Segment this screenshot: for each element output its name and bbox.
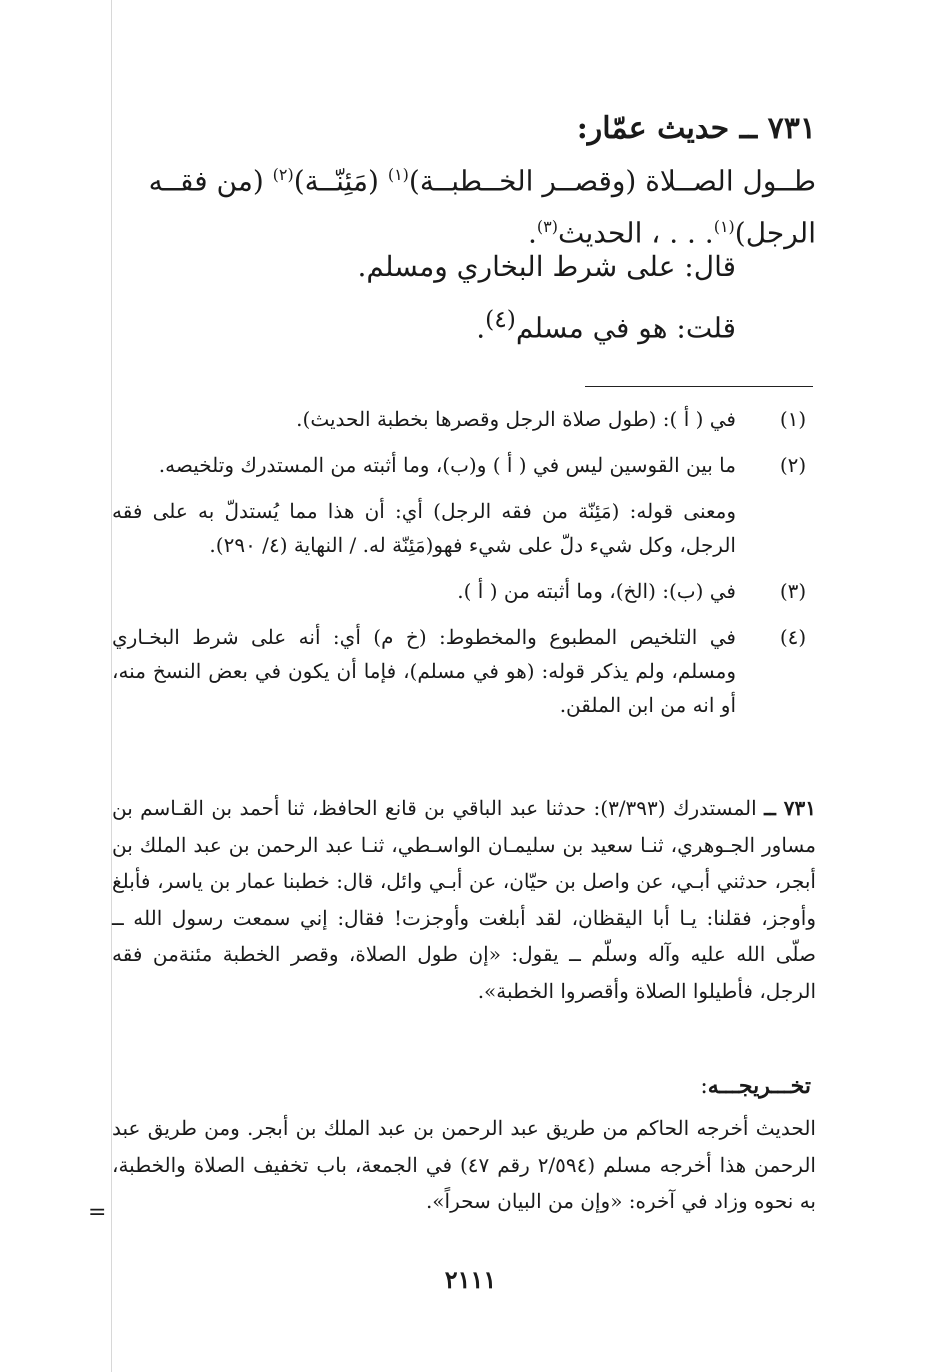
hadith-header <box>200 105 816 153</box>
footnote-text: في (ب): (الخ)، وما أثبته من ( أ ). <box>457 579 736 603</box>
source-block <box>112 790 816 1009</box>
footnote-text: ما بين القوسين ليس في ( أ ) و(ب)، وما أثبته من المستدرك وتلخيصه. <box>158 453 736 477</box>
takhrij-heading-colon: : <box>700 1074 708 1099</box>
hadith-text-segment: . . . ، الحديث <box>557 216 714 250</box>
footnote-text: في ( أ ): (طول صلاة الرجل وقصرها بخطبة الحديث). <box>296 407 736 431</box>
footnote-number: (٢) <box>779 453 807 477</box>
source-number: ٧٣١ ــ <box>764 796 817 820</box>
hadith-line-1 <box>110 152 816 204</box>
footnote-ref: (١) <box>713 217 735 237</box>
hadith-text-segment: . <box>527 216 537 250</box>
source-text: المستدرك (٣/٣٩٣): حدثنا عبد الباقي بن قانع الحافظ، ثنا أحمد بن القـاسم بن مساور الجـوهري، ثنـا سعيد بن سليمـان الواسـطي، ثنـا عبد الرحمن بن عبد الملك بن أبجر، حدثني أبـي، عن واصل بن حيّان، عن أبـي وائل، قال: خطبنا عمار بن ياسر، فأبلغ وأوجز، فقلنا: يـا أبا اليقظان، لقد أبلغت وأوجزت! فقال: إني سمعت رسول الله ــ صلّى الله عليه وآله وسلّم ــ يقول: «إن طول الصلاة، وقصر الخطبة مئنةمن فقه الرجل، فأطيلوا الصلاة وأقصروا الخطبة». <box>112 796 817 1003</box>
hadith-text-segment: طــول الصــلاة (وقصــر الخــطبــة) <box>408 164 816 198</box>
footnote-item <box>112 402 816 436</box>
footnote-text: في التلخيص المطبوع والمخطوط: (خ م) أي: أنه على شرط البخـاري ومسلم، ولم يذكر قوله: (هو في مسلم)، فإما أن يكون في بعض النسخ منه، أو انه من ابن الملقن. <box>112 625 736 717</box>
continuation-mark: = <box>88 1200 107 1225</box>
footnote-number: (١) <box>779 407 807 431</box>
footnote-ref: (٢) <box>272 165 294 184</box>
footnote-ref: (١) <box>387 165 409 184</box>
footnote-number: (٣) <box>779 579 807 603</box>
hadith-text-segment: (مَئِنّــة) <box>293 164 388 198</box>
comment-segment: قلت: هو في مسلم <box>515 311 736 345</box>
hadith-title: ٧٣١ ــ حديث عمّار: <box>576 111 816 146</box>
hadith-text-segment: الرجل) <box>734 216 816 250</box>
ruling-text: قال: على شرط البخاري ومسلم. <box>357 250 736 283</box>
footnote-item <box>112 620 816 722</box>
footnote-item <box>112 448 816 482</box>
takhrij-heading <box>700 1068 811 1105</box>
footnote-item <box>112 574 816 608</box>
footnote-ref: (٤) <box>485 305 516 333</box>
takhrij-text: الحديث أخرجه الحاكم من طريق عبد الرحمن بن عبد الملك بن أبجر. ومن طريق عبد الرحمن هذا أخرجه مسلم (٢/٥٩٤ رقم ٤٧) في الجمعة، باب تخفيف الصلاة والخطبة، به نحوه وزاد في آخره: «وإن من البيان سحراً». <box>112 1116 816 1213</box>
hadith-text <box>110 152 816 257</box>
footnote-divider <box>585 386 813 387</box>
footnotes <box>112 402 816 734</box>
page-number: ٢١١١ <box>444 1265 497 1294</box>
hadith-text-segment: (من فقــه <box>148 164 273 198</box>
comment-segment: . <box>476 311 486 345</box>
takhrij-heading-text: تخـــريجـــه <box>707 1073 811 1099</box>
footnote-continuation: ومعنى قوله: (مَئِنّة من فقه الرجل) أي: أن هذا مما يُستدلّ به على فقه الرجل، وكل شيء دلّ على شيء فهو(مَئِنّة له. / النهاية (٤/ ٢٩٠). <box>112 499 736 557</box>
footnote-number: (٤) <box>779 625 807 649</box>
footnote-ref: (٣) <box>536 217 558 237</box>
ruling-block <box>357 244 736 357</box>
comment-text <box>357 296 736 351</box>
